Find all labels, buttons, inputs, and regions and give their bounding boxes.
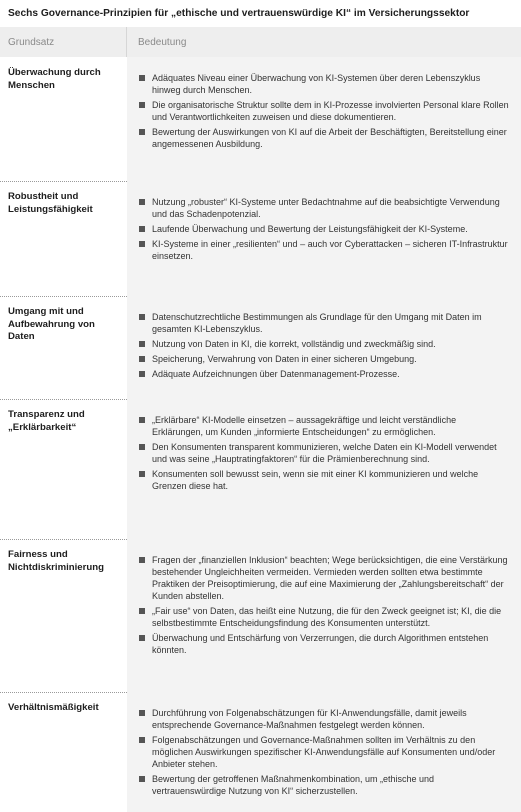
list-item: Fragen der „finanziellen Inklusion“ beachten; Wege berücksichtigen, die eine Verstärkung bestehender Ungleichheiten vermeiden. Vermieden werden sollten etwa bestimmte Praktiken der Preisoptimierung, die auf eine Maximierung der „Zahlungsbereitschaft“ der Kunden abstellen. — [139, 554, 509, 602]
square-bullet-icon — [139, 444, 145, 450]
row-principle-label: Überwachung durch Menschen — [8, 67, 101, 91]
row-detail-panel — [127, 181, 521, 296]
table-row — [0, 57, 521, 181]
table-row — [0, 539, 521, 692]
list-item: Bewertung der getroffenen Maßnahmenkombination, um „ethische und vertrauenswürdige Nutzung von KI“ sicherzustellen. — [139, 773, 509, 797]
square-bullet-icon — [139, 737, 145, 743]
square-bullet-icon — [139, 356, 145, 362]
list-item: Durchführung von Folgenabschätzungen für KI-Anwendungsfälle, damit jeweils entsprechende Governance-Maßnahmen festgelegt werden können. — [139, 707, 509, 731]
row-principle-label: Umgang mit und Aufbewahrung von Daten — [8, 306, 95, 343]
row-detail-panel — [127, 399, 521, 539]
list-item: Die organisatorische Struktur sollte dem in KI-Prozesse involvierten Personal klare Rollen und Verantwortlichkeiten zuweisen und diese dokumentieren. — [139, 99, 509, 123]
list-item: Adäquates Niveau einer Überwachung von KI-Systemen über deren Lebenszyklus hinweg durch Menschen. — [139, 72, 509, 96]
header-grundsatz: Grundsatz — [8, 37, 55, 48]
list-item: KI-Systeme in einer „resilienten“ und – auch vor Cyberattacken – sicheren IT-Infrastruktur einsetzen. — [139, 238, 509, 262]
list-item: Speicherung, Verwahrung von Daten in einer sicheren Umgebung. — [139, 353, 509, 365]
square-bullet-icon — [139, 776, 145, 782]
square-bullet-icon — [139, 557, 145, 563]
list-item: Adäquate Aufzeichnungen über Datenmanagement-Prozesse. — [139, 368, 509, 380]
square-bullet-icon — [139, 102, 145, 108]
table-row — [0, 296, 521, 399]
row-detail-panel — [127, 692, 521, 812]
list-item: „Erklärbare“ KI-Modelle einsetzen – aussagekräftige und leicht verständliche Erklärungen, um Kunden „informierte Entscheidungen“ zu ermöglichen. — [139, 414, 509, 438]
bullet-list — [139, 414, 509, 495]
list-item: Folgenabschätzungen und Governance-Maßnahmen sollten im Verhältnis zu den möglichen Auswirkungen spezifischer KI-Anwendungsfälle auf Konsumenten und/oder Anbieter stehen. — [139, 734, 509, 770]
table-title: Sechs Governance-Prinzipien für „ethische und vertrauenswürdige KI“ im Versicherungssektor — [8, 8, 470, 19]
row-detail-panel — [127, 539, 521, 692]
square-bullet-icon — [139, 417, 145, 423]
square-bullet-icon — [139, 75, 145, 81]
bullet-list — [139, 72, 509, 153]
bullet-list — [139, 554, 509, 659]
square-bullet-icon — [139, 129, 145, 135]
table-row — [0, 181, 521, 296]
square-bullet-icon — [139, 608, 145, 614]
row-detail-panel — [127, 57, 521, 181]
bullet-list — [139, 311, 509, 383]
row-principle-label: Transparenz und „Erklärbarkeit“ — [8, 409, 85, 433]
row-principle-label: Robustheit und Leistungsfähigkeit — [8, 191, 93, 215]
list-item: Konsumenten soll bewusst sein, wenn sie mit einer KI kommunizieren und welche Grenzen diese hat. — [139, 468, 509, 492]
square-bullet-icon — [139, 241, 145, 247]
list-item: Überwachung und Entschärfung von Verzerrungen, die durch Algorithmen entstehen könnten. — [139, 632, 509, 656]
square-bullet-icon — [139, 710, 145, 716]
table-row — [0, 399, 521, 539]
square-bullet-icon — [139, 314, 145, 320]
square-bullet-icon — [139, 635, 145, 641]
list-item: „Fair use“ von Daten, das heißt eine Nutzung, die für den Zweck geeignet ist; KI, die die selbstbestimmte Entscheidungsfindung des Konsumenten unterstützt. — [139, 605, 509, 629]
bullet-list — [139, 707, 509, 800]
list-item: Nutzung von Daten in KI, die korrekt, vollständig und zweckmäßig sind. — [139, 338, 509, 350]
list-item: Nutzung „robuster“ KI-Systeme unter Bedachtnahme auf die beabsichtigte Verwendung und das Schadenpotenzial. — [139, 196, 509, 220]
square-bullet-icon — [139, 199, 145, 205]
list-item: Bewertung der Auswirkungen von KI auf die Arbeit der Beschäftigten, Bereitstellung einer angemessenen Ausbildung. — [139, 126, 509, 150]
table-header — [0, 27, 521, 57]
row-principle-label: Fairness und Nichtdiskriminierung — [8, 549, 104, 573]
square-bullet-icon — [139, 371, 145, 377]
square-bullet-icon — [139, 226, 145, 232]
list-item: Laufende Überwachung und Bewertung der Leistungsfähigkeit der KI-Systeme. — [139, 223, 509, 235]
square-bullet-icon — [139, 341, 145, 347]
header-divider — [126, 27, 127, 57]
header-bedeutung: Bedeutung — [138, 37, 187, 48]
table-row — [0, 692, 521, 812]
list-item: Den Konsumenten transparent kommunizieren, welche Daten ein KI-Modell verwendet und was seine „Hauptratingfaktoren“ für die Prämienberechnung sind. — [139, 441, 509, 465]
row-principle-label: Verhältnismäßigkeit — [8, 702, 99, 713]
square-bullet-icon — [139, 471, 145, 477]
list-item: Datenschutzrechtliche Bestimmungen als Grundlage für den Umgang mit Daten im gesamten KI-Lebenszyklus. — [139, 311, 509, 335]
row-detail-panel — [127, 296, 521, 399]
bullet-list — [139, 196, 509, 265]
